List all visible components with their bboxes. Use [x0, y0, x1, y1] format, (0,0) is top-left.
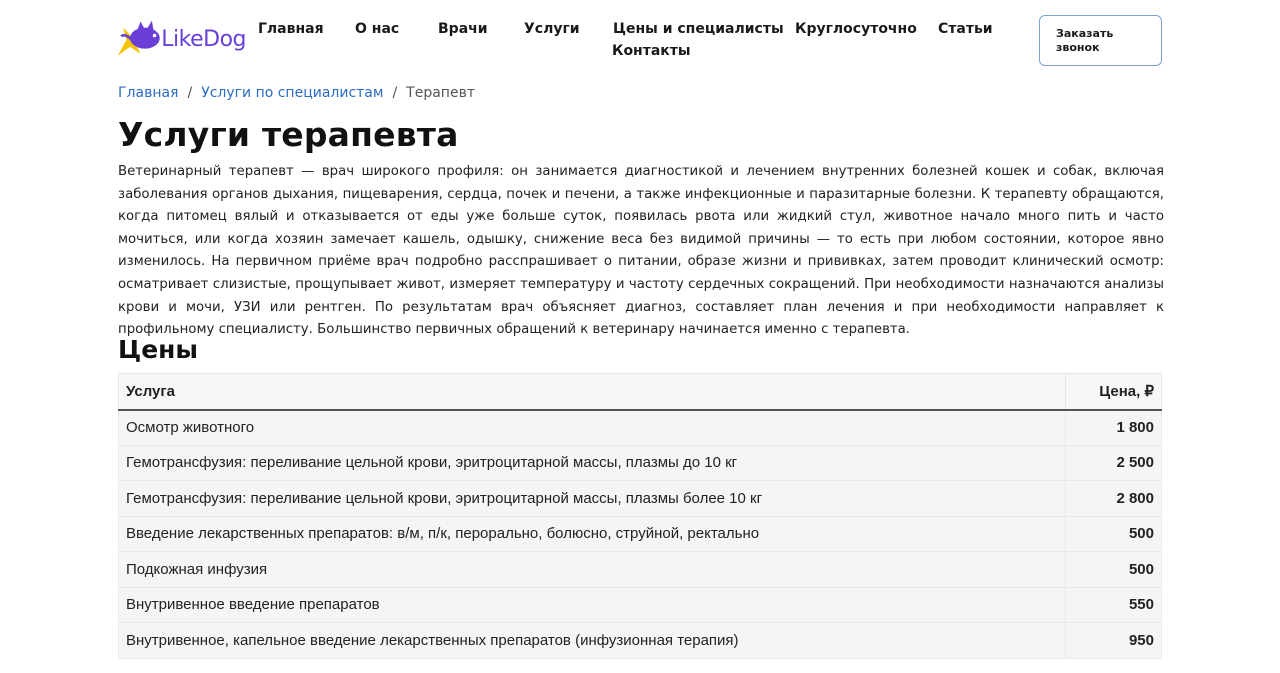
intro-paragraph: Ветеринарный терапевт — врач широкого профиля: он занимается диагностикой и лечением внутренних болезней кошек и собак, включая заболевания органов дыхания, пищеварения, сердца, почек и печени, а также инфекционные и паразитарные болезни. К терапевту обращаются, когда питомец вялый и отказывается от еды уже больше суток, появилась рвота или жидкий стул, животное начало много пить и часто мочиться, или когда хозяин замечает кашель, одышку, снижение веса без видимой причины — то есть при любом состоянии, которое явно изменилось. На первичном приёме врач подробно расспрашивает о питании, образе жизни и прививках, затем проводит клинический осмотр: осматривает слизистые, прощупывает живот, измеряет температуру и частоту сердечных сокращений. При необходимости назначаются анализы крови и мочи, УЗИ или рентген. По результатам врач объясняет диагноз, составляет план лечения и при необходимости направляет к профильному специалисту. Большинство первичных обращений к ветеринару начинается именно с терапевта. [118, 164, 1164, 338]
service-price: 1 800 [1066, 410, 1162, 446]
service-price: 550 [1066, 587, 1162, 623]
table-row [119, 516, 1162, 552]
service-name: Гемотрансфузия: переливание цельной крови, эритроцитарной массы, плазмы до 10 кг [119, 445, 1066, 481]
column-header-price: Цена, ₽ [1066, 374, 1162, 410]
nav-item-articles[interactable]: Статьи [938, 21, 993, 37]
nav-item-about[interactable]: О нас [355, 21, 400, 37]
callback-button[interactable]: Заказать звонок [1039, 15, 1162, 66]
table-row [119, 445, 1162, 481]
breadcrumb-section[interactable]: Услуги по специалистам [201, 85, 384, 101]
price-table [118, 373, 1162, 659]
nav-item-services[interactable]: Услуги [524, 21, 580, 37]
service-name: Гемотрансфузия: переливание цельной крови, эритроцитарной массы, плазмы более 10 кг [119, 481, 1066, 517]
table-row [119, 587, 1162, 623]
service-price: 2 500 [1066, 445, 1162, 481]
service-price: 950 [1066, 623, 1162, 659]
breadcrumb [118, 85, 475, 101]
table-row [119, 552, 1162, 588]
table-row [119, 623, 1162, 659]
service-name: Внутривенное введение препаратов [119, 587, 1066, 623]
logo[interactable] [116, 16, 246, 62]
service-price: 500 [1066, 516, 1162, 552]
brand-name: LikeDog [161, 26, 246, 52]
price-table-header [119, 374, 1162, 410]
breadcrumb-separator: / [392, 85, 398, 101]
service-name: Введение лекарственных препаратов: в/м, п/к, перорально, болюсно, струйной, ректально [119, 516, 1066, 552]
breadcrumb-current: Терапевт [406, 85, 475, 101]
nav-item-home[interactable]: Главная [258, 21, 324, 37]
table-row [119, 410, 1162, 446]
price-table-body [119, 410, 1162, 659]
site-header [0, 0, 1280, 80]
service-price: 500 [1066, 552, 1162, 588]
dog-logo-icon [116, 16, 163, 62]
table-header-row [119, 374, 1162, 410]
nav-item-24h[interactable]: Круглосуточно [795, 21, 917, 37]
breadcrumb-separator: / [187, 85, 193, 101]
column-header-service: Услуга [119, 374, 1066, 410]
service-name: Подкожная инфузия [119, 552, 1066, 588]
service-name: Осмотр животного [119, 410, 1066, 446]
nav-item-contacts[interactable]: Контакты [612, 43, 691, 59]
table-row [119, 481, 1162, 517]
prices-heading: Цены [118, 335, 199, 364]
breadcrumb-home[interactable]: Главная [118, 85, 179, 101]
nav-item-prices[interactable]: Цены и специалисты [613, 21, 784, 37]
service-name: Внутривенное, капельное введение лекарственных препаратов (инфузионная терапия) [119, 623, 1066, 659]
nav-item-doctors[interactable]: Врачи [438, 21, 488, 37]
page-title: Услуги терапевта [118, 115, 459, 154]
service-price: 2 800 [1066, 481, 1162, 517]
